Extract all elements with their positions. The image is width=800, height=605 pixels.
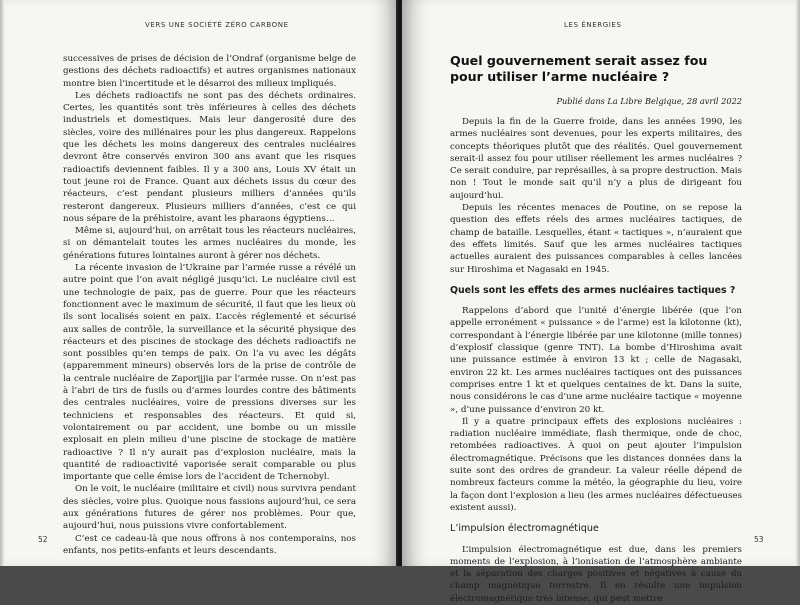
section-heading: Quels sont les effets des armes nucléaires tactiques ? [450, 284, 736, 296]
paragraph: On le voit, le nucléaire (militaire et civil) nous survivra pendant des siècles, voire plus. Quoique nous fassions aujourd’hui, ce sera aux générations futures de gérer nos problèmes. Pour que, aujourd’hui, nous puissions vivre confortablement. [63, 484, 356, 532]
page-edge [0, 0, 5, 566]
right-page [402, 0, 800, 604]
paragraph: C’est ce cadeau-là que nous offrons à nos contemporains, nos enfants, nos petits-enfants et leurs descendants. [63, 533, 356, 556]
page-number: 53 [754, 535, 764, 544]
page-number: 52 [38, 535, 48, 544]
body-text [450, 116, 742, 605]
paragraph: successives de prises de décision de l’Ondraf (organisme belge de gestions des déchets radioactifs) et autres organismes nationaux montre bien l’incertitude et le désarroi des milieux impliqués. [63, 54, 356, 89]
publication-dateline: Publié dans La Libre Belgique, 28 avril 2022 [556, 96, 742, 106]
page-edge [795, 0, 800, 566]
running-head: LES ÉNERGIES [564, 21, 622, 29]
paragraph: L’impulsion électromagnétique est due, dans les premiers moments de l’explosion, à l’ionisation de l’atmosphère ambiante et la séparation des charges positives et négatives à cause du champ magnétique terrestre. Il en résulte une impulsion électromagnétique très intense, qui peut mettre [450, 544, 742, 604]
paragraph: Depuis la fin de la Guerre froide, dans les années 1990, les armes nucléaires sont devenues, pour les experts militaires, des concepts théoriques plutôt que des réalités. Quel gouvernement serait-il assez fou pour utiliser réellement les armes nucléaires ? Ce serait conduire, par représailles, à sa propre destruction. Mais non ! Tout le monde sait qu’il n’y a plus de dirigeant fou aujourd’hui. [450, 117, 742, 201]
paragraph: Depuis les récentes menaces de Poutine, on se repose la question des effets réels des armes nucléaires tactiques, de champ de bataille. Lesquelles, étant « tactiques », n’auraient que des effets limités. Sauf que les armes nucléaires tactiques actuelles auraient des puissances comparables à celles lancées sur Hiroshima et Nagasaki en 1945. [450, 203, 742, 275]
paragraph: La récente invasion de l’Ukraine par l’armée russe a révélé un autre point que l’on avait négligé jusqu’ici. Le nucléaire civil est une technologie de paix, pas de guerre. Pour que les réacteurs fonctionnent avec le maximum de sécurité, il faut que les lieux où ils sont localisés soient en paix. L’accès réglementé et sécurisé aux salles de contrôle, la surveillance et la sécurité physique des réacteurs et des piscines de stockage des déchets radioactifs ne sont possibles qu’en temps de paix. On l’a vu avec les dégâts (apparemment mineurs) observés lors de la prise de contrôle de la centrale nucléaire de Zaporijjia par l’armée russe. On n’est pas à l’abri de tirs de fusils ou d’armes lourdes contre des bâtiments des centrales nucléaires, voire de pressions diverses sur les techniciens et responsables des réacteurs. Et quid si, volontairement ou par accident, une bombe ou un missile explosait en plein milieu d’une piscine de stockage de matière radioactive ? Il n’y aurait pas d’explosion nucléaire, mais la quantité de radioactivité vaporisée serait comparable ou plus importante que celle émise lors de l’accident de Tchernobyl. [63, 263, 356, 483]
body-text [63, 53, 356, 557]
paragraph: Il y a quatre principaux effets des explosions nucléaires : radiation nucléaire immédiate, flash thermique, onde de choc, retombées radioactives. À quoi on peut ajouter l’impulsion électromagnétique. Précisons que les distances données dans la suite sont des ordres de grandeur. La valeur réelle dépend de nombreux facteurs comme la météo, la géographie du lieu, voire la façon dont l’explosion a lieu (les armes nucléaires défectueuses existent aussi). [450, 416, 742, 513]
paragraph: Rappelons d’abord que l’unité d’énergie libérée (que l’on appelle erronément « puissance » de l’arme) est la kilotonne (kt), correspondant à l’énergie libérée par une kilotonne (mille tonnes) d’explosif classique (genre TNT). La bombe d’Hiroshima avait une puissance estimée à environ 13 kt ; celle de Nagasaki, environ 22 kt. Les armes nucléaires tactiques ont des puissances comprises entre 1 kt et quelques centaines de kt. Dans la suite, nous considérons le cas d’une arme nucléaire tactique « moyenne », d’une puissance d’environ 20 kt. [450, 306, 742, 415]
subsection-heading: L’impulsion électromagnétique [450, 523, 599, 535]
paragraph: Même si, aujourd’hui, on arrêtait tous les réacteurs nucléaires, si on démantelait toutes les armes nucléaires du monde, les générations futures lointaines auront à gérer nos déchets. [63, 226, 356, 261]
running-head: VERS UNE SOCIÉTÉ ZÉRO CARBONE [145, 21, 289, 29]
article-title: Quel gouvernement serait assez fou pour utiliser l’arme nucléaire ? [450, 53, 708, 84]
left-page [0, 0, 398, 566]
paragraph: Les déchets radioactifs ne sont pas des déchets ordinaires. Certes, les quantités sont très inférieures à celles des déchets industriels et domestiques. Mais leur dangerosité dure des siècles, voire des millénaires pour les plus dangereux. Rappelons que les déchets les moins dangereux des centrales nucléaires devront être conservés environ 300 ans avant que les risques radioactifs deviennent faibles. Il y a 300 ans, Louis XV était un tout jeune roi de France. Quant aux déchets issus du cœur des réacteurs, c’est pendant plusieurs milliers d’années qu’ils resteront dangereux. Plusieurs milliers d’années, c’est ce qui nous sépare de la préhistoire, avant les pharaons égyptiens… [63, 90, 356, 224]
